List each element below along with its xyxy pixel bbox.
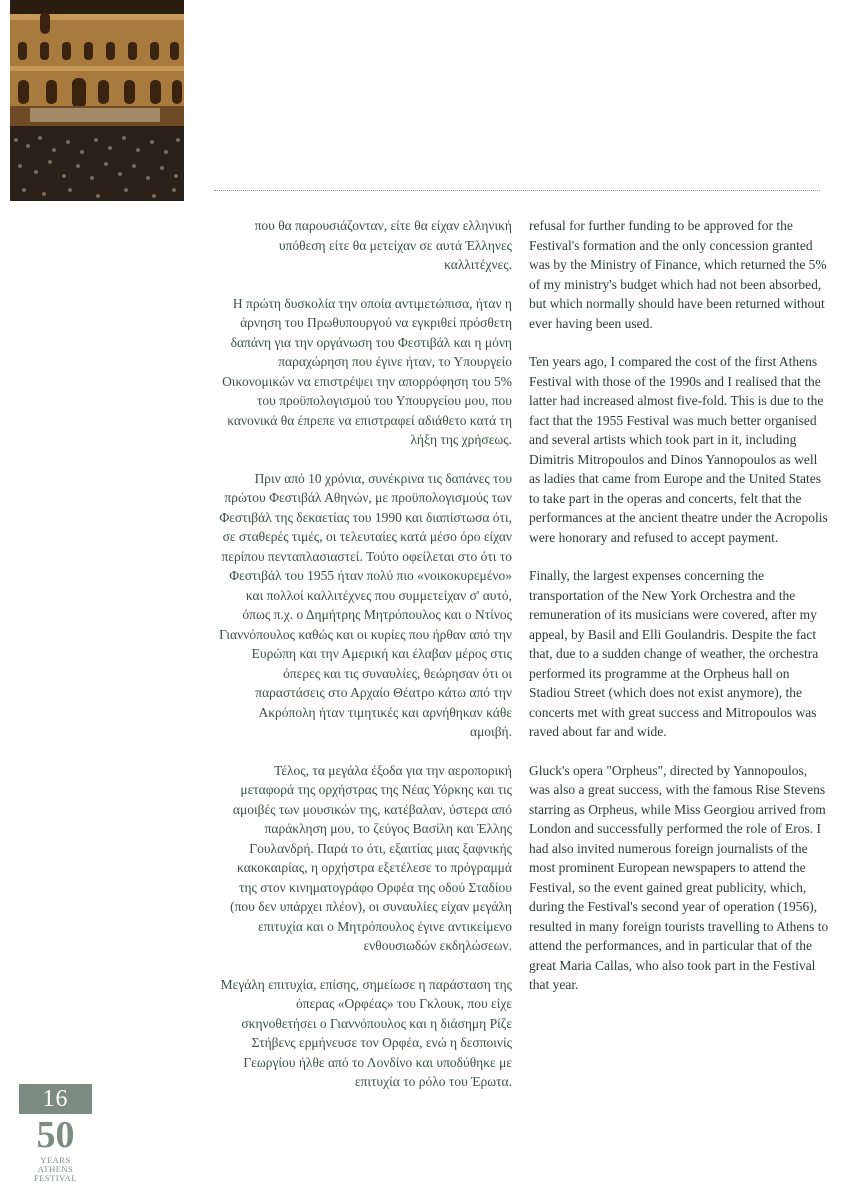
greek-paragraph: Πριν από 10 χρόνια, συνέκρινα τις δαπάνες του πρώτου Φεστιβάλ Αθηνών, με προϋπολογισμούς των Φεστιβάλ της δεκαετίας του 1990 και διαπίστωσα ότι, σε σταθερές τιμές, οι τελευταίες κατά μέσο όρο είχαν περίπου πενταπλασιαστεί. Τούτο οφείλεται στο ότι το Φεστιβάλ του 1955 ήταν πολύ πιο «νοικοκυρεμένο» και πολλοί καλλιτέχνες που συμμετείχαν σ' αυτό, όπως π.χ. ο Δημήτρης Μητρόπουλος και ο Ντίνος Γιαννόπουλος καθώς και οι κυρίες που ήρθαν από την Ευρώπη και την Αμερική και έλαβαν μέρος στις όπερες και τις συναυλίες, θεώρησαν ότι οι παραστάσεις στο Αρχαίο Θέατρο κάτω από την Ακρόπολη ήταν τιμητικές και αρνήθηκαν κάθε αμοιβή. bbox=[219, 470, 512, 739]
english-paragraph: refusal for further funding to be approved for the Festival's formation and the only concession granted was by the Ministry of Finance, which returned the 5% of my ministry's budget which had not been absorbed, but which normally should have been returned without ever having been used. bbox=[529, 218, 827, 331]
greek-paragraph: Τέλος, τα μεγάλα έξοδα για την αεροπορική μεταφορά της ορχήστρας της Νέας Υόρκης και τις αμοιβές των μουσικών της, κατέβαλαν, ύστερα από παράκληση μου, το ζεύγος Βασίλη και Έλλης Γουλανδρή. Παρά το ότι, εξαιτίας μιας ξαφνικής κακοκαιρίας, η ορχήστρα εξετέλεσε το πρόγραμμά της στον κινηματογράφο Ορφέα της οδού Σταδίου (που δεν υπάρχει πλέον), οι συναυλίες είχαν μεγάλη επιτυχία και ο Μητρόπουλος έγινε αντικείμενο ενθουσιωδών εκδηλώσεων. bbox=[230, 762, 512, 953]
english-paragraph: Ten years ago, I compared the cost of the first Athens Festival with those of the 1990s and I realised that the latter had increased almost five-fold. This is due to the fact that the 1955 Festival was much better organised and several artists which took part in it, including Dimitris Mitropoulos and Dinos Yannopoulos as well as ladies that came from Europe and the United States to take part in the operas and concerts, felt that the performances at the ancient theatre under the Acropolis were honorary and refused to accept payment. bbox=[529, 354, 828, 545]
logo-line-years: YEARS bbox=[40, 1155, 71, 1165]
greek-paragraph: Μεγάλη επιτυχία, επίσης, σημείωσε η παράσταση της όπερας «Ορφέας» του Γκλουκ, που είχε σκηνοθετήσει ο Γιαννόπουλος και η διάσημη Ρίζε Στήβενς ερμήνευσε τον Ορφέα, ενώ η δεσποινίς Γεωργίου ήλθε από το Λονδίνο και υποδύθηκε με επιτυχία το ρόλο του Έρωτα. bbox=[220, 976, 512, 1089]
odeon-theatre-illustration bbox=[10, 0, 184, 201]
festival-logo bbox=[19, 1114, 92, 1200]
english-column bbox=[529, 216, 829, 995]
page-number: 16 bbox=[19, 1084, 92, 1114]
english-paragraph: Gluck's opera "Orpheus", directed by Yannopoulos, was also a great success, with the famous Rise Stevens starring as Orpheus, while Miss Georgiou arrived from London and successfully performed the role of Eros. I had also invited numerous foreign journalists of the most prominent European newspapers to attend the Festival, so the event gained great publicity, which, during the Festival's second year of operation (1956), resulted in many foreign tourists travelling to Athens to attend the performances, and in particular that of the great Maria Callas, who also took part in the Festival that year. bbox=[529, 762, 829, 992]
dotted-divider bbox=[214, 190, 820, 191]
logo-line-athens: ATHENS bbox=[37, 1164, 74, 1174]
english-paragraph: Finally, the largest expenses concerning the transportation of the New York Orchestra and the remuneration of its musicians were covered, after my appeal, by Basil and Elli Goulandris. Despite the fact that, due to a sudden change of weather, the orchestra performed its programme at the Orpheus hall on Stadiou Street (which does not exist anymore), the concerts met with great success and Mitropoulos was raved about far and wide. bbox=[529, 568, 819, 739]
logo-line-festival: FESTIVAL bbox=[33, 1173, 78, 1183]
greek-paragraph: που θα παρουσιάζονταν, είτε θα είχαν ελληνική υπόθεση είτε θα μετείχαν σε αυτά Έλληνες καλλιτέχνες. bbox=[254, 218, 512, 272]
logo-number: 50 bbox=[36, 1114, 75, 1156]
greek-column bbox=[218, 216, 512, 1092]
odeon-theatre-photo bbox=[10, 0, 184, 201]
greek-paragraph: Η πρώτη δυσκολία την οποία αντιμετώπισα, ήταν η άρνηση του Πρωθυπουργού να εγκριθεί πρόσθετη δαπάνη για την οργάνωση του Φεστιβάλ και η μόνη παραχώρηση που έγινε ήταν, το Υπουργείο Οικονομικών να επιστρέψει την απορρόφηση του 5% του προϋπολογισμού του Υπουργείου μου, που κανονικά θα έπρεπε να επιστραφεί αδιάθετο κατά τη λήξη της χρήσεως. bbox=[222, 295, 512, 447]
